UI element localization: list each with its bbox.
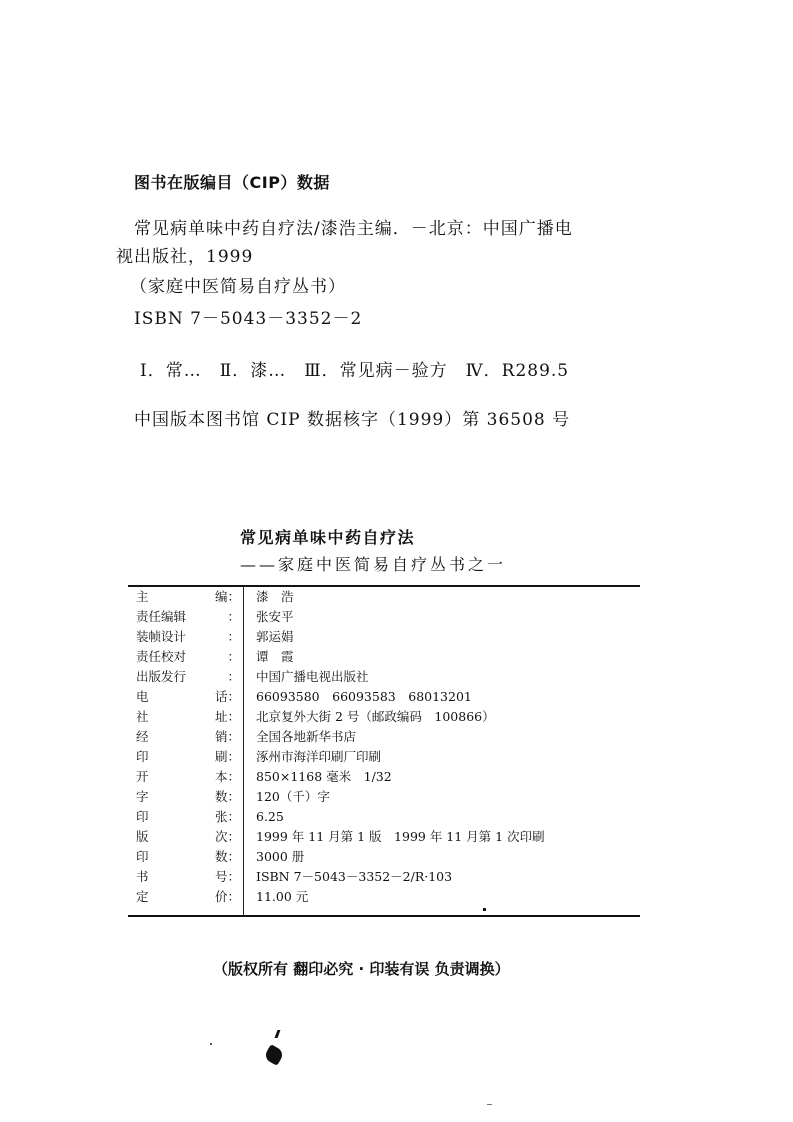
row-value: 郭运娟 bbox=[256, 629, 294, 644]
cip-line: （家庭中医简易自疗丛书） bbox=[130, 277, 346, 297]
row-key-suffix: ： bbox=[227, 629, 240, 644]
row-value: 北京复外大街 2 号（邮政编码 100866） bbox=[256, 709, 495, 724]
row-key: 电 bbox=[136, 689, 149, 704]
row-key: 印 bbox=[136, 849, 149, 864]
cip-heading: 图书在版编目（CIP）数据 bbox=[134, 173, 330, 192]
row-key: 装帧设计 bbox=[136, 629, 187, 644]
table-row bbox=[128, 868, 640, 886]
row-key: 版 bbox=[136, 829, 149, 844]
cip-line: 常见病单味中药自疗法/漆浩主编．－北京：中国广播电 bbox=[134, 219, 573, 239]
ink-mark bbox=[275, 1030, 281, 1038]
table-row bbox=[128, 708, 640, 726]
row-key-suffix: 价： bbox=[214, 889, 240, 904]
row-key: 开 bbox=[136, 769, 149, 784]
row-value: 6.25 bbox=[256, 809, 284, 824]
speck-mark bbox=[210, 1043, 212, 1045]
row-value: ISBN 7－5043－3352－2/R·103 bbox=[256, 869, 453, 884]
row-key: 印 bbox=[136, 809, 149, 824]
row-value: 1999 年 11 月第 1 版 1999 年 11 月第 1 次印刷 bbox=[256, 829, 545, 844]
row-value: 涿州市海洋印刷厂印刷 bbox=[256, 749, 382, 764]
row-key: 责任校对 bbox=[136, 649, 187, 664]
table-row bbox=[128, 668, 640, 686]
row-key: 定 bbox=[136, 889, 149, 904]
row-key: 经 bbox=[136, 729, 149, 744]
row-value: 3000 册 bbox=[256, 849, 305, 864]
row-value: 谭 霞 bbox=[256, 649, 294, 664]
row-key: 社 bbox=[136, 709, 149, 724]
table-row bbox=[128, 828, 640, 846]
row-key-suffix: 刷： bbox=[214, 749, 240, 764]
row-value: 66093580 66093583 68013201 bbox=[256, 689, 472, 704]
row-key: 主 bbox=[136, 589, 149, 604]
book-title: 常见病单味中药自疗法 bbox=[240, 528, 416, 547]
table-row bbox=[128, 768, 640, 786]
row-key: 字 bbox=[136, 789, 149, 804]
table-row bbox=[128, 808, 640, 826]
row-key-suffix: 本： bbox=[214, 769, 240, 784]
row-key: 书 bbox=[136, 869, 149, 884]
table-row bbox=[128, 688, 640, 706]
cip-line: 视出版社，1999 bbox=[116, 247, 254, 267]
table-top-rule bbox=[128, 585, 640, 587]
row-value: 中国广播电视出版社 bbox=[256, 669, 369, 684]
row-key-suffix: 张： bbox=[214, 809, 240, 824]
row-value: 全国各地新华书店 bbox=[256, 729, 357, 744]
table-row bbox=[128, 628, 640, 646]
row-key-suffix: 编： bbox=[214, 589, 240, 604]
row-value: 850×1168 毫米 1/32 bbox=[256, 769, 392, 784]
row-value: 漆 浩 bbox=[256, 589, 294, 604]
table-row bbox=[128, 788, 640, 806]
speck-mark bbox=[483, 908, 486, 911]
cip-record-number: 中国版本图书馆 CIP 数据核字（1999）第 36508 号 bbox=[134, 410, 571, 430]
table-row bbox=[128, 588, 640, 606]
row-key-suffix: 号： bbox=[214, 869, 240, 884]
speck-mark bbox=[487, 1104, 492, 1105]
table-row bbox=[128, 648, 640, 666]
row-key-suffix: 数： bbox=[214, 789, 240, 804]
row-key-suffix: 址： bbox=[214, 709, 240, 724]
book-subtitle: ——家庭中医简易自疗丛书之一 bbox=[240, 555, 507, 574]
row-key-suffix: ： bbox=[227, 649, 240, 664]
cip-line: ISBN 7－5043－3352－2 bbox=[134, 309, 363, 329]
copyright-notice: （版权所有 翻印必究 · 印装有误 负责调换） bbox=[213, 960, 510, 978]
row-key-suffix: ： bbox=[227, 609, 240, 624]
cip-classification: Ⅰ．常… Ⅱ．漆… Ⅲ．常见病－验方 Ⅳ．R289.5 bbox=[140, 361, 570, 381]
row-key-suffix: 次： bbox=[214, 829, 240, 844]
row-key-suffix: 数： bbox=[214, 849, 240, 864]
ink-blot bbox=[263, 1044, 285, 1066]
row-key: 印 bbox=[136, 749, 149, 764]
row-key-suffix: 话： bbox=[214, 689, 240, 704]
table-row bbox=[128, 748, 640, 766]
row-key: 出版发行 bbox=[136, 669, 187, 684]
table-bottom-rule bbox=[128, 915, 640, 917]
table-row bbox=[128, 848, 640, 866]
row-value: 120（千）字 bbox=[256, 789, 330, 804]
table-row bbox=[128, 608, 640, 626]
row-key-suffix: 销： bbox=[214, 729, 240, 744]
table-row bbox=[128, 888, 640, 906]
row-key-suffix: ： bbox=[227, 669, 240, 684]
row-value: 11.00 元 bbox=[256, 889, 309, 904]
row-value: 张安平 bbox=[256, 609, 294, 624]
table-row bbox=[128, 728, 640, 746]
row-key: 责任编辑 bbox=[136, 609, 187, 624]
